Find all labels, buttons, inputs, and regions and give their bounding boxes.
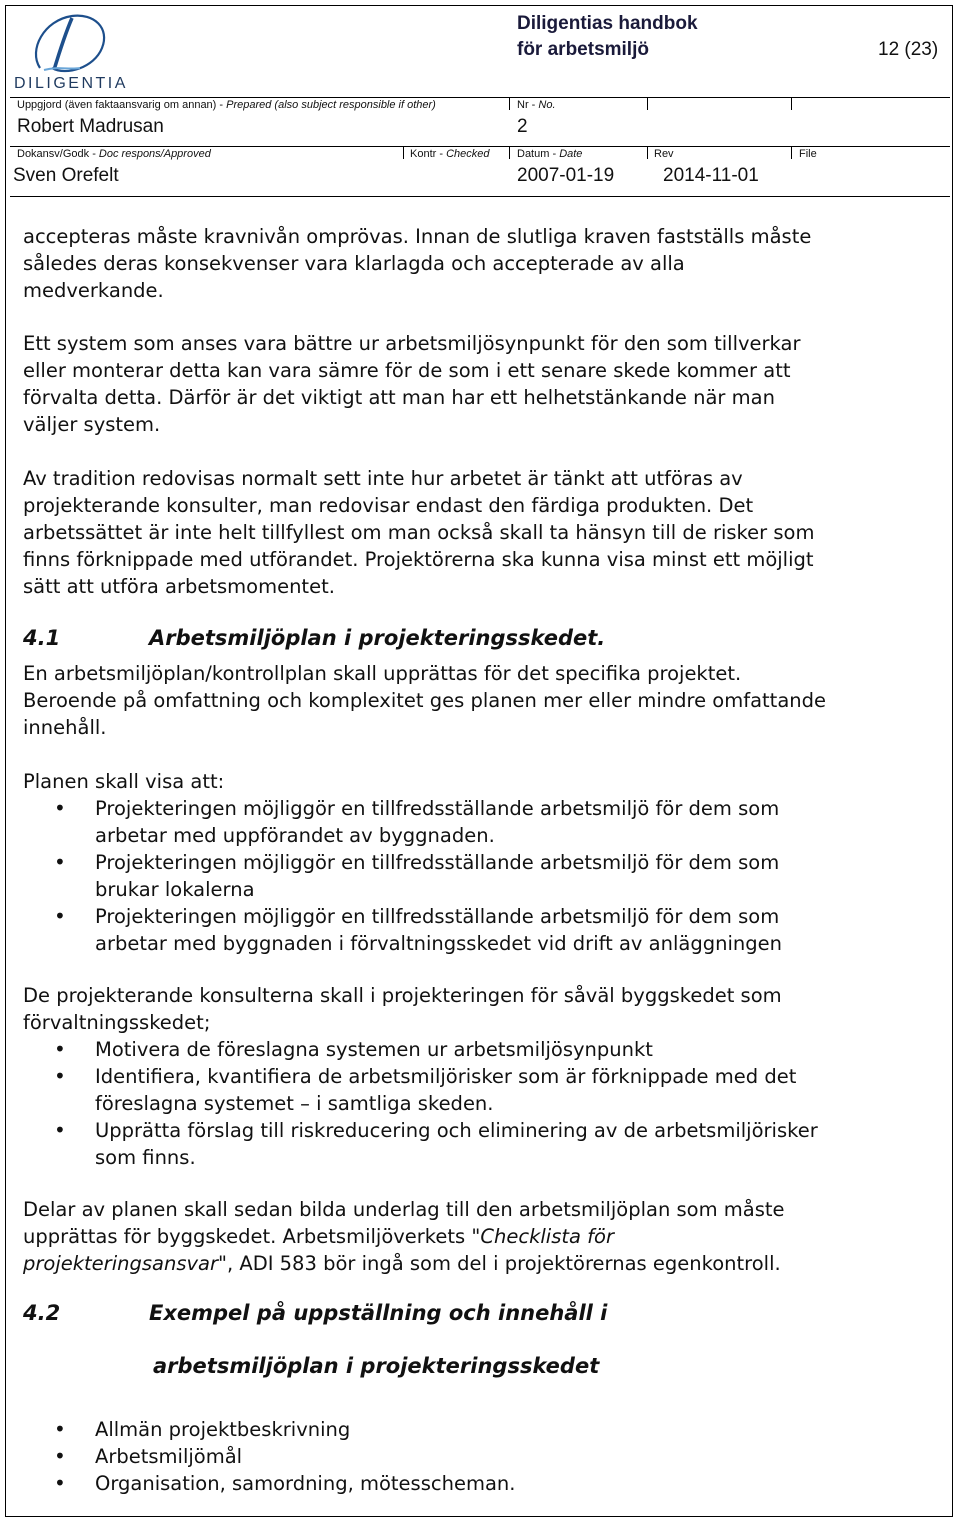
handbook-subtitle: för arbetsmiljö bbox=[517, 39, 649, 60]
logo-wordmark: DILIGENTIA bbox=[14, 75, 128, 92]
paragraph-6: De projekterande konsulterna skall i projekteringen för såväl byggskedet som förvaltningsskedet; bbox=[23, 984, 782, 1034]
list-item: • Arbetsmiljömål bbox=[23, 1443, 515, 1470]
section-heading-4-2-continued: arbetsmiljöplan i projekteringsskedet bbox=[153, 1354, 600, 1378]
list-item: • Allmän projektbeskrivning bbox=[23, 1416, 515, 1443]
paragraph-2: Ett system som anses vara bättre ur arbetsmiljösynpunkt för den som tillverkar eller monterar detta kan vara sämre för de som i ett senare skede kommer att förvalta detta. Därför är det viktigt att man har ett helhetstänkande när man väljer system. bbox=[23, 332, 801, 436]
list-item: • Projekteringen möjliggör en tillfredsställande arbetsmiljö för dem som brukar lokalerna bbox=[23, 849, 782, 903]
date-label: Datum - Date bbox=[517, 148, 583, 160]
rev-value: 2014-11-01 bbox=[663, 165, 759, 186]
approved-by: Sven Orefelt bbox=[13, 165, 119, 186]
bullet-list-1 bbox=[23, 795, 782, 957]
page-number: 12 (23) bbox=[878, 39, 939, 60]
list-item: • Identifiera, kvantifiera de arbetsmiljörisker som är förknippade med det föreslagna systemet – i samtliga skeden. bbox=[23, 1063, 818, 1117]
list-item: • Upprätta förslag till riskreducering och eliminering av de arbetsmiljörisker som finns. bbox=[23, 1117, 818, 1171]
file-label: File bbox=[799, 148, 817, 160]
document-page bbox=[5, 5, 953, 1517]
paragraph-3: Av tradition redovisas normalt sett inte hur arbetet är tänkt att utföras av projekterande konsulter, man redovisar endast den färdiga produkten. Det arbetssättet är inte helt tillfyllest om man också skall ta hänsyn till de risker som finns förknippade med utförandet. Projektörerna ska kunna visa minst ett möjligt sätt att utföra arbetsmomentet. bbox=[23, 467, 815, 598]
paragraph-5: Planen skall visa att: bbox=[23, 770, 225, 793]
date-value: 2007-01-19 bbox=[517, 165, 615, 186]
list-item: • Motivera de föreslagna systemen ur arbetsmiljösynpunkt bbox=[23, 1036, 818, 1063]
header-divider bbox=[10, 146, 950, 147]
section-heading-4-1: 4.1 Arbetsmiljöplan i projekteringsskedet. bbox=[23, 626, 606, 650]
paragraph-1: accepteras måste kravnivån omprövas. Innan de slutliga kraven fastställs måste således deras konsekvenser vara klarlagda och accepterade av alla medverkande. bbox=[23, 225, 812, 302]
list-item: • Projekteringen möjliggör en tillfredsställande arbetsmiljö för dem som arbetar med uppförandet av byggnaden. bbox=[23, 795, 782, 849]
list-item: • Projekteringen möjliggör en tillfredsställande arbetsmiljö för dem som arbetar med byggnaden i förvaltningsskedet vid drift av anläggningen bbox=[23, 903, 782, 957]
section-heading-4-2: 4.2 Exempel på uppställning och innehåll i bbox=[23, 1301, 608, 1325]
document-number: 2 bbox=[517, 116, 528, 137]
checked-label: Kontr - Checked bbox=[410, 148, 490, 160]
handbook-title: Diligentias handbok bbox=[517, 13, 698, 34]
prepared-by: Robert Madrusan bbox=[17, 116, 164, 137]
approved-label: Dokansv/Godk - Doc respons/Approved bbox=[17, 148, 211, 160]
header-divider bbox=[10, 97, 950, 98]
bullet-list-2 bbox=[23, 1036, 818, 1171]
rev-label: Rev bbox=[654, 148, 674, 160]
prepared-label: Uppgjord (även faktaansvarig om annan) - Prepared (also subject responsible if other) bbox=[17, 99, 436, 111]
nr-label: Nr - No. bbox=[517, 99, 556, 111]
paragraph-4: En arbetsmiljöplan/kontrollplan skall upprättas för det specifika projektet. Beroende på omfattning och komplexitet ges planen mer eller mindre omfattande innehåll. bbox=[23, 662, 827, 739]
list-item: • Organisation, samordning, mötesscheman. bbox=[23, 1470, 515, 1497]
bullet-list-3 bbox=[23, 1416, 515, 1497]
header-bottom-divider bbox=[10, 196, 950, 197]
paragraph-7: Delar av planen skall sedan bilda underlag till den arbetsmiljöplan som måste upprättas för byggskedet. Arbetsmiljöverkets "Checklista för projekteringsansvar", ADI 583 bör ingå som del i projektörernas egenkontroll. bbox=[23, 1198, 785, 1275]
